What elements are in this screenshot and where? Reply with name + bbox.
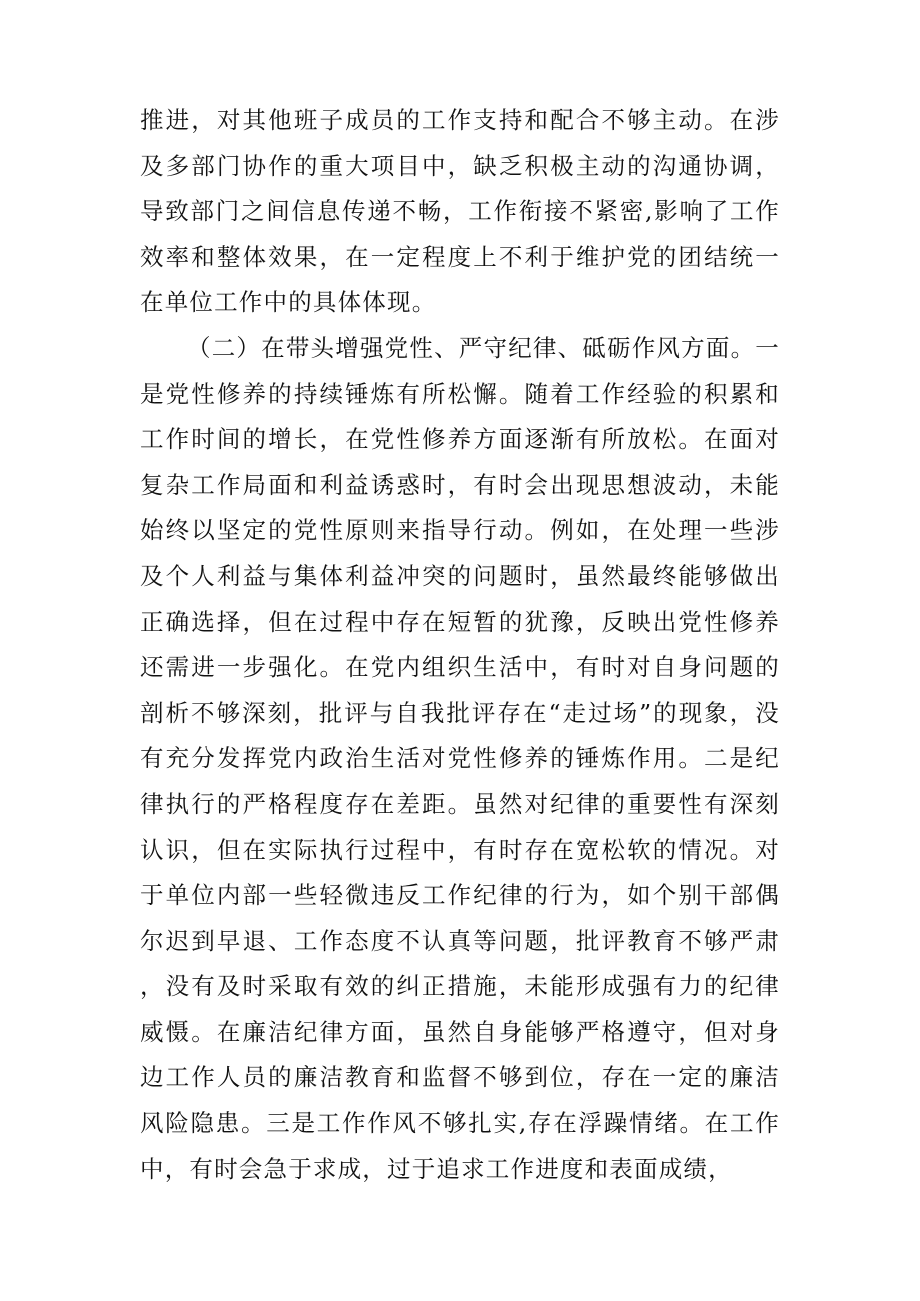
paragraph-continuation: 推进，对其他班子成员的工作支持和配合不够主动。在涉及多部门协作的重大项目中，缺乏积极主动的沟通协调，导致部门之间信息传递不畅，工作衔接不紧密,影响了工作效率和整体效果，在一定程度上不利于维护党的团结统一在单位工作中的具体体现。	[140, 106, 780, 317]
paragraph-section-two: （二）在带头增强党性、严守纪律、砥砺作风方面。一是党性修养的持续锤炼有所松懈。随着工作经验的积累和工作时间的增长，在党性修养方面逐渐有所放松。在面对复杂工作局面和利益诱惑时，有时会出现思想波动，未能始终以坚定的党性原则来指导行动。例如，在处理一些涉及个人利益与集体利益冲突的问题时，虽然最终能够做出正确选择，但在过程中存在短暂的犹豫，反映出党性修养还需进一步强化。在党内组织生活中，有时对自身问题的剖析不够深刻，批评与自我批评存在“走过场”的现象，没有充分发挥党内政治生活对党性修养的锤炼作用。二是纪律执行的严格程度存在差距。虽然对纪律的重要性有深刻认识，但在实际执行过程中，有时存在宽松软的情况。对于单位内部一些轻微违反工作纪律的行为，如个别干部偶尔迟到早退、工作态度不认真等问题，批评教育不够严肃，没有及时采取有效的纠正措施，未能形成强有力的纪律威慑。在廉洁纪律方面，虽然自身能够严格遵守，但对身边工作人员的廉洁教育和监督不够到位，存在一定的廉洁风险隐患。三是工作作风不够扎实,存在浮躁情绪。在工作中，有时会急于求成，过于追求工作进度和表面成绩，	[140, 333, 780, 1183]
document-page	[140, 98, 780, 1192]
